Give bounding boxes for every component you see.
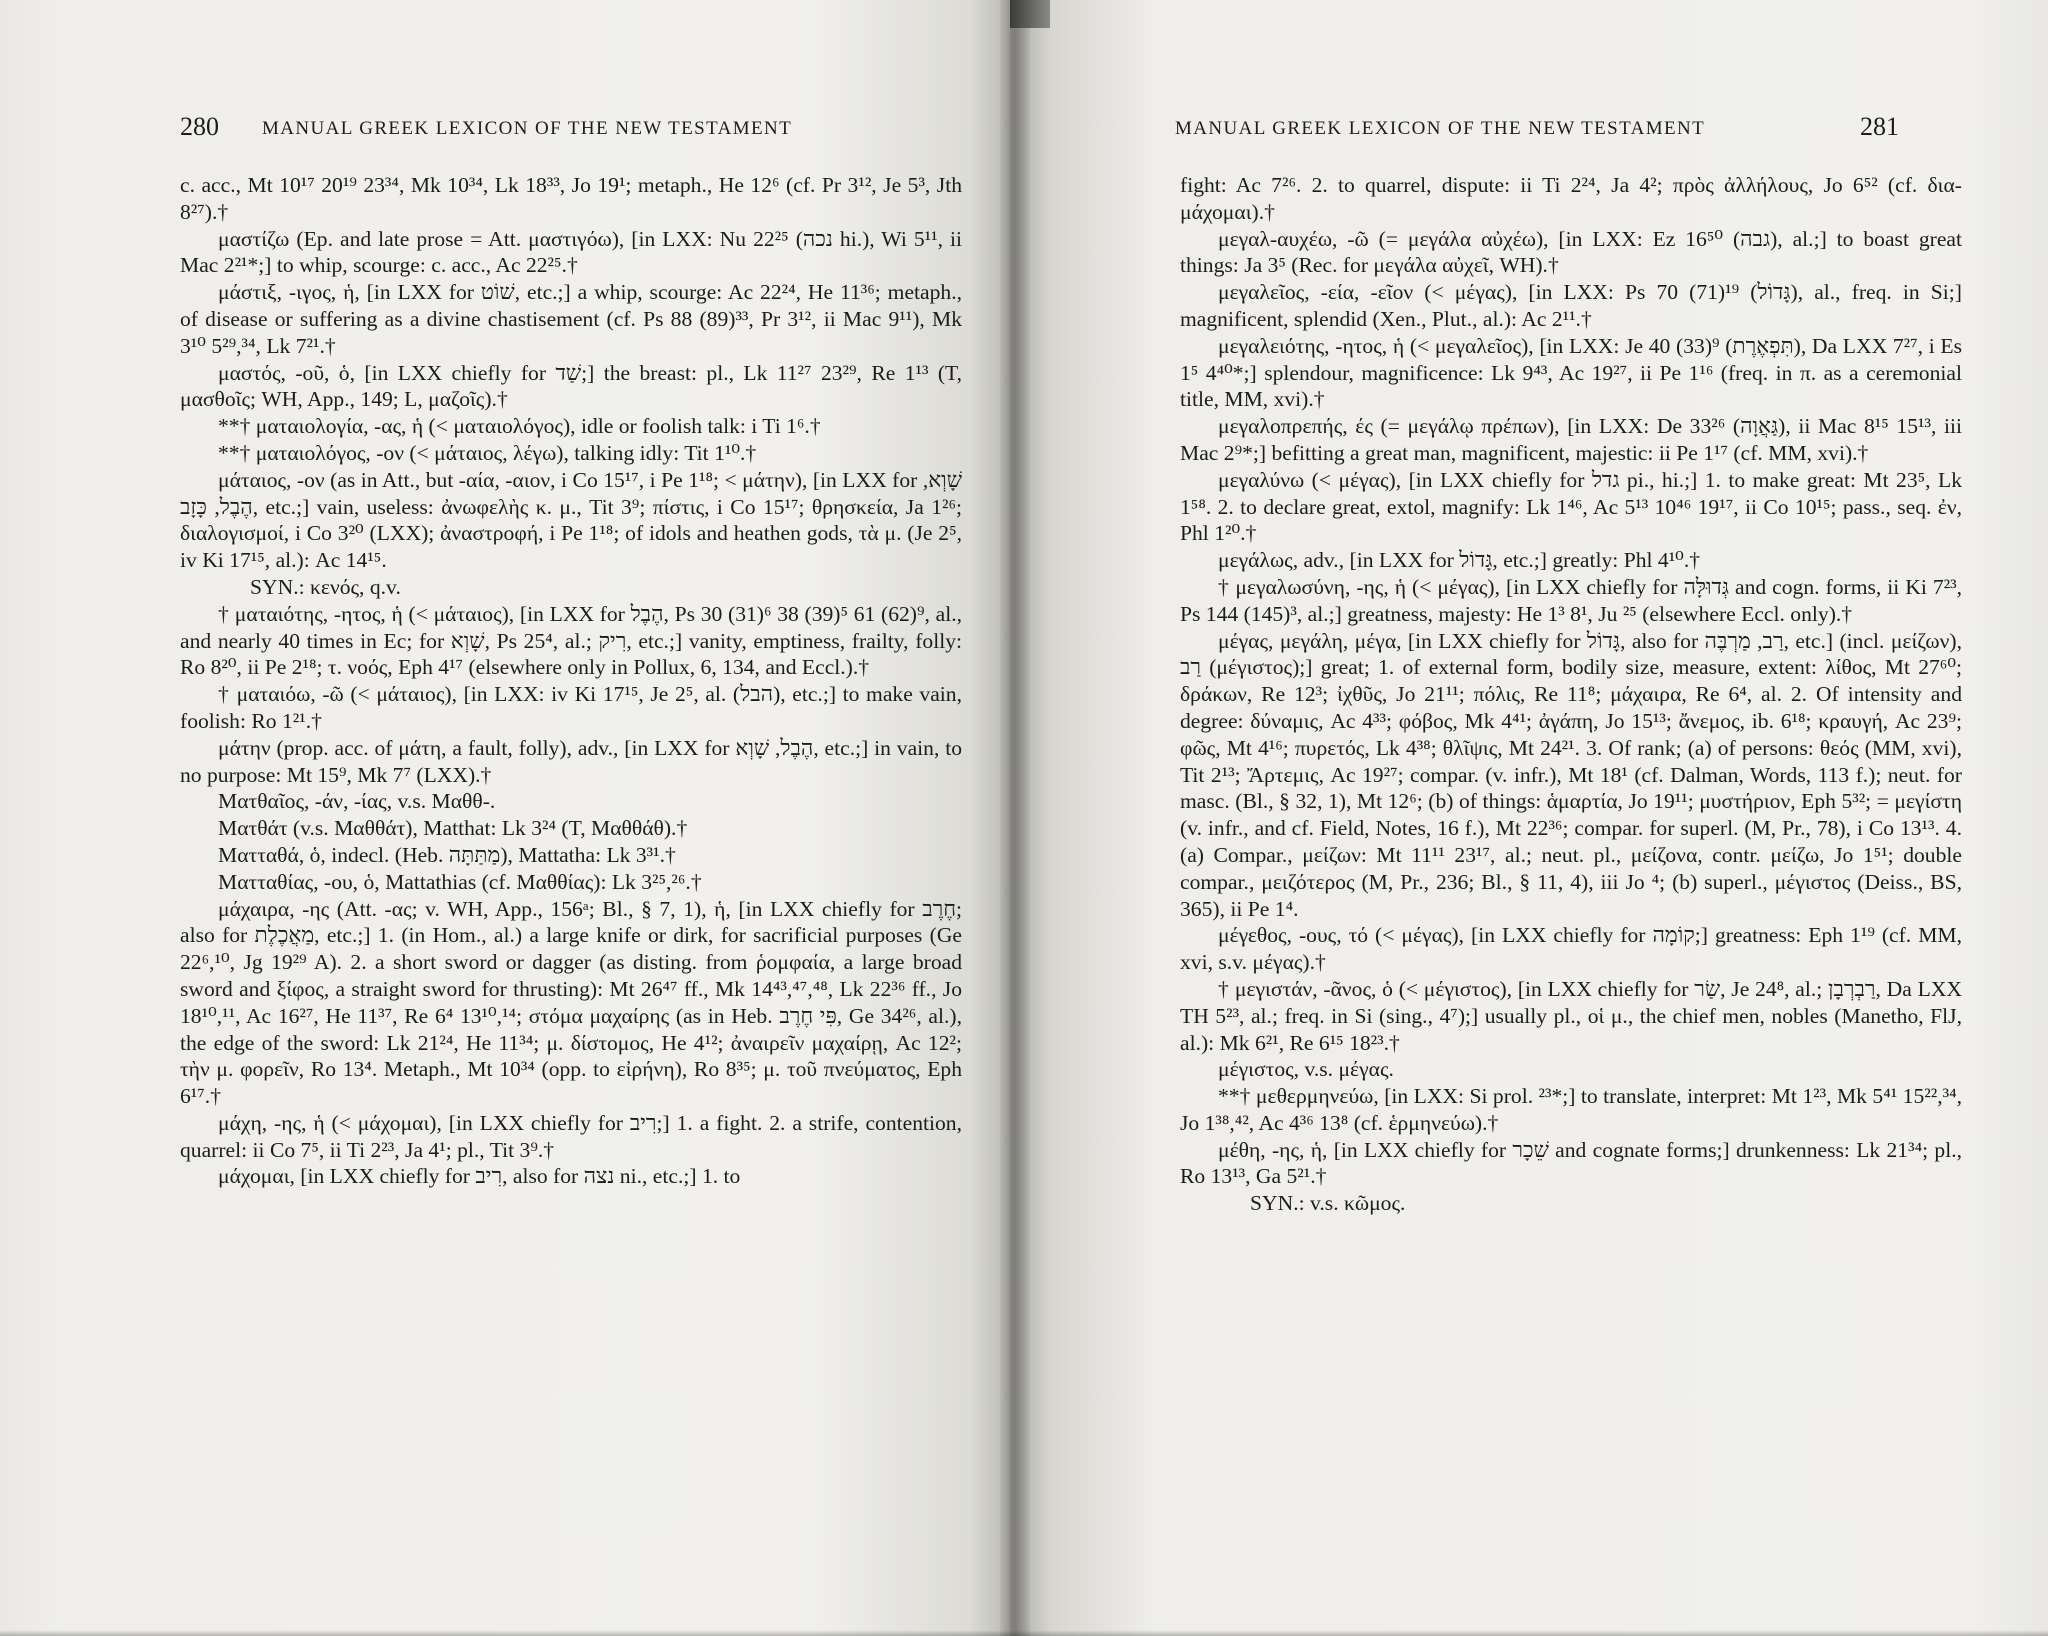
left-page: [0, 0, 1010, 1636]
lexicon-entry: μαστίζω (Ep. and late prose = Att. μαστιγόω), [in LXX: Nu 22²⁵ (נכה hi.), Wi 5¹¹, ii Mac 2²¹*;] to whip, scourge: c. acc., Ac 22²⁵.†: [180, 226, 962, 278]
lexicon-entry: μάχη, -ης, ἡ (< μάχομαι), [in LXX chiefly for רִיב;] 1. a fight. 2. a strife, contention, quarrel: ii Co 7⁵, ii Ti 2²³, Ja 4¹; pl., Tit 3⁹.†: [180, 1110, 962, 1162]
right-running-title: MANUAL GREEK LEXICON OF THE NEW TESTAMENT: [1175, 118, 1706, 139]
lexicon-entry: μάχομαι, [in LXX chiefly for רִיב, also for נצה ni., etc.;] 1. to: [218, 1164, 741, 1189]
lexicon-entry: Ματταθίας, -ου, ὁ, Mattathias (cf. Μαθθίας): Lk 3²⁵,²⁶.†: [218, 869, 702, 894]
lexicon-entry: μεγαλύνω (< μέγας), [in LXX chiefly for גדל pi., hi.;] 1. to make great: Mt 23⁵, Lk 1⁵⁸. 2. to declare great, extol, magnify: Lk 1⁴⁶, Ac 5¹³ 10⁴⁶ 19¹⁷, ii Co 10¹⁵; pass., seq. ἐν, Phl 1²⁰.†: [1180, 467, 1962, 546]
right-page-number: 281: [1860, 112, 1899, 141]
lexicon-entry: μεγαλειότης, -ητος, ἡ (< μεγαλεῖος), [in LXX: Je 40 (33)⁹ (תִּפְאֶרֶת), Da LXX 7²⁷, i Es 1⁵ 4⁴⁰*;] splendour, magnificence: Lk 9⁴³, Ac 19²⁷, ii Pe 1¹⁶ (freq. in π. as a ceremonial title, MM, xvi).†: [1180, 333, 1963, 412]
lexicon-entry: c. acc., Mt 10¹⁷ 20¹⁹ 23³⁴, Mk 10³⁴, Lk 18³³, Jo 19¹; metaph., He 12⁶ (cf. Pr 3¹², Je 5³, Jth 8²⁷).†: [180, 173, 962, 224]
lexicon-entry: † ματαιότης, -ητος, ἡ (< μάταιος), [in LXX for הֶבֶל, Ps 30 (31)⁶ 38 (39)⁵ 61 (62)⁹, al., and nearly 40 times in Ec; for שָׁוְא, Ps 25⁴, al.; רִיק, etc.;] vanity, emptiness, frailty, folly: Ro 8²⁰, ii Pe 2¹⁸; τ. νοός, Eph 4¹⁷ (elsewhere only in Pollux, 6, 134, and Eccl.).†: [180, 601, 962, 680]
lexicon-entry: Ματθαῖος, -άν, -ίας, v.s. Μαθθ-.: [218, 789, 496, 814]
lexicon-entry: μεγαλεῖος, -εία, -εῖον (< μέγας), [in LXX: Ps 70 (71)¹⁹ (גָּדוֹל), al., freq. in Si;] magnificent, splendid (Xen., Plut., al.): Ac 2¹¹.†: [1180, 280, 1962, 331]
lexicon-entry: μάχαιρα, -ης (Att. -ας; v. WH, App., 156ᵃ; Bl., § 7, 1), ἡ, [in LXX chiefly for חֶרֶב; also for מַאֲכֶלֶת, etc.;] 1. (in Hom., al.) a large knife or dirk, for sacrificial purposes (Ge 22⁶,¹⁰, Jg 19²⁹ A). 2. a short sword or dagger (as disting. from ῥομφαία, a large broad sword and ξίφος, a straight sword for thrusting): Mt 26⁴⁷ ff., Mk 14⁴³,⁴⁷,⁴⁸, Lk 22³⁶ ff., Jo 18¹⁰,¹¹, Ac 16²⁷, He 11³⁷, Re 6⁴ 13¹⁰,¹⁴; στόμα μαχαίρης (as in Heb. פִּי חֶרֶב, Ge 34²⁶, al.), the edge of the sword: Lk 21²⁴, He 11³⁴; μ. δίστομος, He 4¹²; ἀναιρεῖν μαχαίρῃ, Ac 12²; τὴν μ. φορεῖν, Ro 13⁴. Metaph., Mt 10³⁴ (opp. to εἰρήνη), Ro 8³⁵; μ. τοῦ πνεύματος, Eph 6¹⁷.†: [180, 896, 962, 1109]
right-page-body: [1180, 172, 1962, 1217]
lexicon-entry: Ματταθά, ὁ, indecl. (Heb. מַתַּתָּה), Mattatha: Lk 3³¹.†: [218, 842, 676, 867]
spine-edge: [1010, 0, 1050, 28]
left-running-title: MANUAL GREEK LEXICON OF THE NEW TESTAMENT: [262, 118, 793, 139]
lexicon-entry: Ματθάτ (v.s. Μαθθάτ), Matthat: Lk 3²⁴ (T, Μαθθάθ).†: [218, 816, 688, 841]
lexicon-entry: μεγαλοπρεπής, ές (= μεγάλῳ πρέπων), [in LXX: De 33²⁶ (גַּאֲוָה), ii Mac 8¹⁵ 15¹³, iii Mac 2⁹*;] befitting a great man, magnificent, majestic: ii Pe 1¹⁷ (cf. MM, xvi).†: [1180, 414, 1963, 465]
synonym-note: SYN.: v.s. κῶμος.: [1250, 1191, 1406, 1216]
lexicon-entry: μάτην (prop. acc. of μάτη, a fault, folly), adv., [in LXX for הֶבֶל, שָׁוְא, etc.;] in vain, to no purpose: Mt 15⁹, Mk 7⁷ (LXX).†: [180, 735, 963, 787]
lexicon-entry: fight: Ac 7²⁶. 2. to quarrel, dispute: ii Ti 2²⁴, Ja 4²; πρὸς ἀλλήλους, Jo 6⁵² (cf. δια-μάχομαι).†: [1180, 173, 1962, 224]
page-bottom-edge: [0, 1630, 2048, 1636]
left-page-body: [180, 172, 962, 1190]
right-page: [1010, 0, 2048, 1636]
lexicon-entry: μαστός, -οῦ, ὁ, [in LXX chiefly for שַׁד;] the breast: pl., Lk 11²⁷ 23²⁹, Re 1¹³ (T, μασθοῖς; WH, App., 149; L, μαζοῖς).†: [180, 360, 963, 412]
lexicon-entry: μάταιος, -ον (as in Att., but -αία, -αιον, i Co 15¹⁷, i Pe 1¹⁸; < μάτην), [in LXX for שָׁוְא, הֶבֶל, כָּזָב, etc.;] vain, useless: ἀνωφελὴς κ. μ., Tit 3⁹; πίστις, i Co 15¹⁷; θρησκεία, Ja 1²⁶; διαλογισμοί, i Co 3²⁰ (LXX); ἀναστροφή, i Pe 1¹⁸; of idols and heathen gods, τὰ μ. (Je 2⁵, iv Ki 17¹⁵, al.): Ac 14¹⁵.: [180, 467, 962, 573]
book-gutter: [1000, 0, 1030, 1636]
synonym-note: SYN.: κενός, q.v.: [250, 574, 401, 599]
lexicon-entry: † μεγαλωσύνη, -ης, ἡ (< μέγας), [in LXX chiefly for גְּדוּלָּה and cogn. forms, ii Ki 7²³, Ps 144 (145)³, al.;] greatness, majesty: He 1³ 8¹, Ju ²⁵ (elsewhere Eccl. only).†: [1180, 574, 1962, 626]
lexicon-entry: μάστιξ, -ιγος, ἡ, [in LXX for שׁוֹט, etc.;] a whip, scourge: Ac 22²⁴, He 11³⁶; metaph., of disease or suffering as a divine chastisement (cf. Ps 88 (89)³³, Pr 3¹², ii Mac 9¹¹), Mk 3¹⁰ 5²⁹,³⁴, Lk 7²¹.†: [180, 280, 962, 358]
lexicon-entry: μέγεθος, -ους, τό (< μέγας), [in LXX chiefly for קוֹמָה;] greatness: Eph 1¹⁹ (cf. MM, xvi, s.v. μέγας).†: [1180, 923, 1962, 975]
lexicon-entry: **† μεθερμηνεύω, [in LXX: Si prol. ²³*;] to translate, interpret: Mt 1²³, Mk 5⁴¹ 15²²,³⁴, Jo 1³⁸,⁴², Ac 4³⁶ 13⁸ (cf. ἑρμηνεύω).†: [1180, 1084, 1962, 1135]
lexicon-entry: μέθη, -ης, ἡ, [in LXX chiefly for שֵׁכָר and cognate forms;] drunkenness: Lk 21³⁴; pl., Ro 13¹³, Ga 5²¹.†: [1180, 1137, 1962, 1189]
lexicon-entry: μεγαλ-αυχέω, -ῶ (= μεγάλα αὐχέω), [in LXX: Ez 16⁵⁰ (גבה), al.;] to boast great things: Ja 3⁵ (Rec. for μεγάλα αὐχεῖ, WH).†: [1180, 226, 1962, 278]
lexicon-entry: † ματαιόω, -ῶ (< μάταιος), [in LXX: iv Ki 17¹⁵, Je 2⁵, al. (הבל), etc.;] to make vain, foolish: Ro 1²¹.†: [180, 682, 962, 733]
lexicon-entry: **† ματαιολογία, -ας, ἡ (< ματαιολόγος), idle or foolish talk: i Ti 1⁶.†: [218, 414, 821, 439]
lexicon-entry: μεγάλως, adv., [in LXX for גָּדוֹל, etc.;] greatly: Phl 4¹⁰.†: [1218, 548, 1701, 573]
lexicon-entry: † μεγιστάν, -ᾶνος, ὁ (< μέγιστος), [in LXX chiefly for שַׂר, Je 24⁸, al.; רַבְרְבָן, Da LXX TH 5²³, al.; freq. in Si (sing., 4⁷);] usually pl., οἱ μ., the chief men, nobles (Manetho, FlJ, al.): Mk 6²¹, Re 6¹⁵ 18²³.†: [1180, 976, 1962, 1055]
lexicon-entry: **† ματαιολόγος, -ον (< μάταιος, λέγω), talking idly: Tit 1¹⁰.†: [218, 440, 757, 465]
lexicon-entry: μέγας, μεγάλη, μέγα, [in LXX chiefly for גָּדוֹל, also for רַב, מַרְבֶּה, etc.] (incl. μείζων), רַב (μέγιστος);] great; 1. of external form, bodily size, measure, extent: λίθος, Mt 27⁶⁰; δράκων, Re 12³; ἰχθῦς, Jo 21¹¹; πόλις, Re 11⁸; μάχαιρα, Re 6⁴, al. 2. Of intensity and degree: δύναμις, Ac 4³³; φόβος, Mk 4⁴¹; ἀγάπη, Jo 15¹³; ἄνεμος, ib. 6¹⁸; κραυγή, Ac 23⁹; φῶς, Mt 4¹⁶; πυρετός, Lk 4³⁸; θλῖψις, Mt 24²¹. 3. Of rank; (a) of persons: θεός (MM, xvi), Tit 2¹³; Ἄρτεμις, Ac 19²⁷; compar. (v. infr.), Mt 18¹ (cf. Dalman, Words, 113 f.); neut. for masc. (Bl., § 32, 1), Mt 12⁶; (b) of things: ἁμαρτία, Jo 19¹¹; μυστήριον, Eph 5³²; = μεγίστη (v. infr., and cf. Field, Notes, 16 f.), Mt 22³⁶; compar. for superl. (M, Pr., 78), i Co 13¹³. 4. (a) Compar., μείζων: Mt 11¹¹ 23¹⁷, al.; neut. pl., μείζονα, contr. μείζω, Jo 1⁵¹; double compar., μειζότερος (M, Pr., 236; Bl., § 11, 4), iii Jo ⁴; (b) superl., μέγιστος (Deiss., BS, 365), ii Pe 1⁴.: [1180, 628, 1962, 921]
lexicon-entry: μέγιστος, v.s. μέγας.: [1218, 1057, 1394, 1082]
left-page-number: 280: [180, 112, 219, 141]
